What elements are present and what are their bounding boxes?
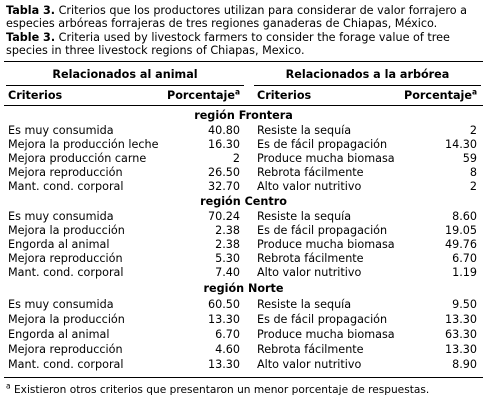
table-cell-percent-animal: 16.30 (207, 138, 240, 151)
table-cell-percent-tree: 13.30 (444, 313, 477, 326)
table-cell-percent-animal: 6.70 (215, 328, 240, 341)
table-cell-percent-animal: 13.30 (207, 358, 240, 371)
table-cell-criteria-tree: Produce mucha biomasa (257, 328, 395, 341)
table-cell-percent-animal: 2 (232, 152, 240, 165)
footnote-text: Existieron otros criterios que presentaron un menor porcentaje de respuestas. (13, 384, 430, 396)
table-cell-criteria-animal: Es muy consumida (8, 210, 114, 223)
caption-english (6, 31, 484, 57)
table-cell-criteria-animal: Mejora la producción (8, 224, 125, 237)
column-header-percent-animal (167, 89, 240, 102)
table-cell-percent-animal: 60.50 (207, 298, 240, 311)
table-cell-criteria-animal: Mejora reproducción (8, 166, 123, 179)
table-cell-percent-tree: 8.90 (452, 358, 477, 371)
table-cell-criteria-tree: Resiste la sequía (257, 124, 352, 137)
table-cell-criteria-tree: Produce mucha biomasa (257, 238, 395, 251)
table-cell-percent-animal: 2.38 (215, 224, 240, 237)
table-bottom-rule (4, 377, 483, 378)
column-header-percent-tree (404, 89, 477, 102)
table-cell-criteria-animal: Mant. cond. corporal (8, 358, 124, 371)
table-cell-percent-animal: 7.40 (215, 266, 240, 279)
table-cell-criteria-tree: Rebrota fácilmente (257, 166, 364, 179)
table-cell-percent-animal: 26.50 (207, 166, 240, 179)
table-cell-criteria-tree: Produce mucha biomasa (257, 152, 395, 165)
table-cell-criteria-tree: Alto valor nutritivo (257, 180, 362, 193)
table-cell-percent-tree: 49.76 (444, 238, 477, 251)
table-cell-criteria-tree: Es de fácil propagación (257, 138, 388, 151)
table-cell-criteria-animal: Mejora reproducción (8, 343, 123, 356)
table-cell-percent-animal: 2.38 (215, 238, 240, 251)
table-cell-percent-tree: 6.70 (452, 252, 477, 265)
table-cell-percent-animal: 40.80 (207, 124, 240, 137)
table-cell-percent-tree: 63.30 (444, 328, 477, 341)
percent-label-animal: Porcentaje (167, 89, 235, 102)
group-rule-animal (6, 85, 244, 86)
region-heading-centro: región Centro (200, 195, 287, 208)
table-cell-criteria-animal: Engorda al animal (8, 328, 110, 341)
header-bottom-rule (4, 105, 483, 106)
region-heading-norte: región Norte (203, 282, 284, 295)
table-cell-criteria-tree: Resiste la sequía (257, 298, 352, 311)
table-cell-percent-tree: 13.30 (444, 343, 477, 356)
table-cell-criteria-tree: Alto valor nutritivo (257, 358, 362, 371)
table-cell-criteria-tree: Rebrota fácilmente (257, 343, 364, 356)
table-cell-criteria-animal: Engorda al animal (8, 238, 110, 251)
group-header-animal: Relacionados al animal (52, 68, 198, 81)
region-heading-frontera: región Frontera (194, 109, 293, 122)
caption-spanish-label: Tabla 3. (6, 4, 56, 17)
table-cell-criteria-tree: Alto valor nutritivo (257, 266, 362, 279)
table-cell-percent-tree: 59 (462, 152, 477, 165)
table-cell-percent-tree: 8 (469, 166, 477, 179)
group-header-tree: Relacionados a la arbórea (285, 68, 450, 81)
table-cell-percent-animal: 4.60 (215, 343, 240, 356)
table-cell-criteria-animal: Es muy consumida (8, 124, 114, 137)
table-cell-criteria-tree: Resiste la sequía (257, 210, 352, 223)
column-header-criteria-tree: Criterios (257, 89, 312, 102)
footnote-mark-animal: a (234, 87, 240, 97)
table-cell-criteria-animal: Mant. cond. corporal (8, 180, 124, 193)
table-cell-criteria-tree: Rebrota fácilmente (257, 252, 364, 265)
table-footnote (6, 381, 430, 396)
footnote-mark-tree: a (471, 87, 477, 97)
table-cell-percent-animal: 13.30 (207, 313, 240, 326)
table-cell-criteria-animal: Mejora la producción leche (8, 138, 159, 151)
table-cell-percent-tree: 19.05 (444, 224, 477, 237)
caption-spanish (6, 4, 484, 30)
table-cell-criteria-animal: Mejora producción carne (8, 152, 147, 165)
group-rule-tree (254, 85, 481, 86)
table-cell-percent-animal: 32.70 (207, 180, 240, 193)
table-cell-criteria-animal: Mejora reproducción (8, 252, 123, 265)
table-cell-criteria-tree: Es de fácil propagación (257, 224, 388, 237)
table-cell-criteria-animal: Es muy consumida (8, 298, 114, 311)
caption-english-label: Table 3. (6, 31, 56, 44)
percent-label-tree: Porcentaje (404, 89, 472, 102)
column-header-criteria-animal: Criterios (8, 89, 63, 102)
table-top-rule (4, 61, 483, 62)
table-cell-percent-animal: 5.30 (215, 252, 240, 265)
table-cell-percent-tree: 2 (469, 180, 477, 193)
table-cell-criteria-animal: Mejora la producción (8, 313, 125, 326)
table-cell-percent-tree: 14.30 (444, 138, 477, 151)
table-cell-percent-tree: 9.50 (452, 298, 477, 311)
footnote-mark: a (6, 381, 11, 391)
table-cell-criteria-animal: Mant. cond. corporal (8, 266, 124, 279)
table-cell-percent-tree: 1.19 (452, 266, 477, 279)
table-cell-percent-animal: 70.24 (207, 210, 240, 223)
caption-english-text: Criteria used by livestock farmers to consider the forage value of tree species in three livestock regions of Chiapas, Mexico. (6, 31, 450, 58)
table-cell-percent-tree: 2 (469, 124, 477, 137)
table-cell-criteria-tree: Es de fácil propagación (257, 313, 388, 326)
table-cell-percent-tree: 8.60 (452, 210, 477, 223)
caption-spanish-text: Criterios que los productores utilizan para considerar de valor forrajero a especies arbóreas forrajeras de tres regiones ganaderas de Chiapas, México. (6, 4, 467, 31)
